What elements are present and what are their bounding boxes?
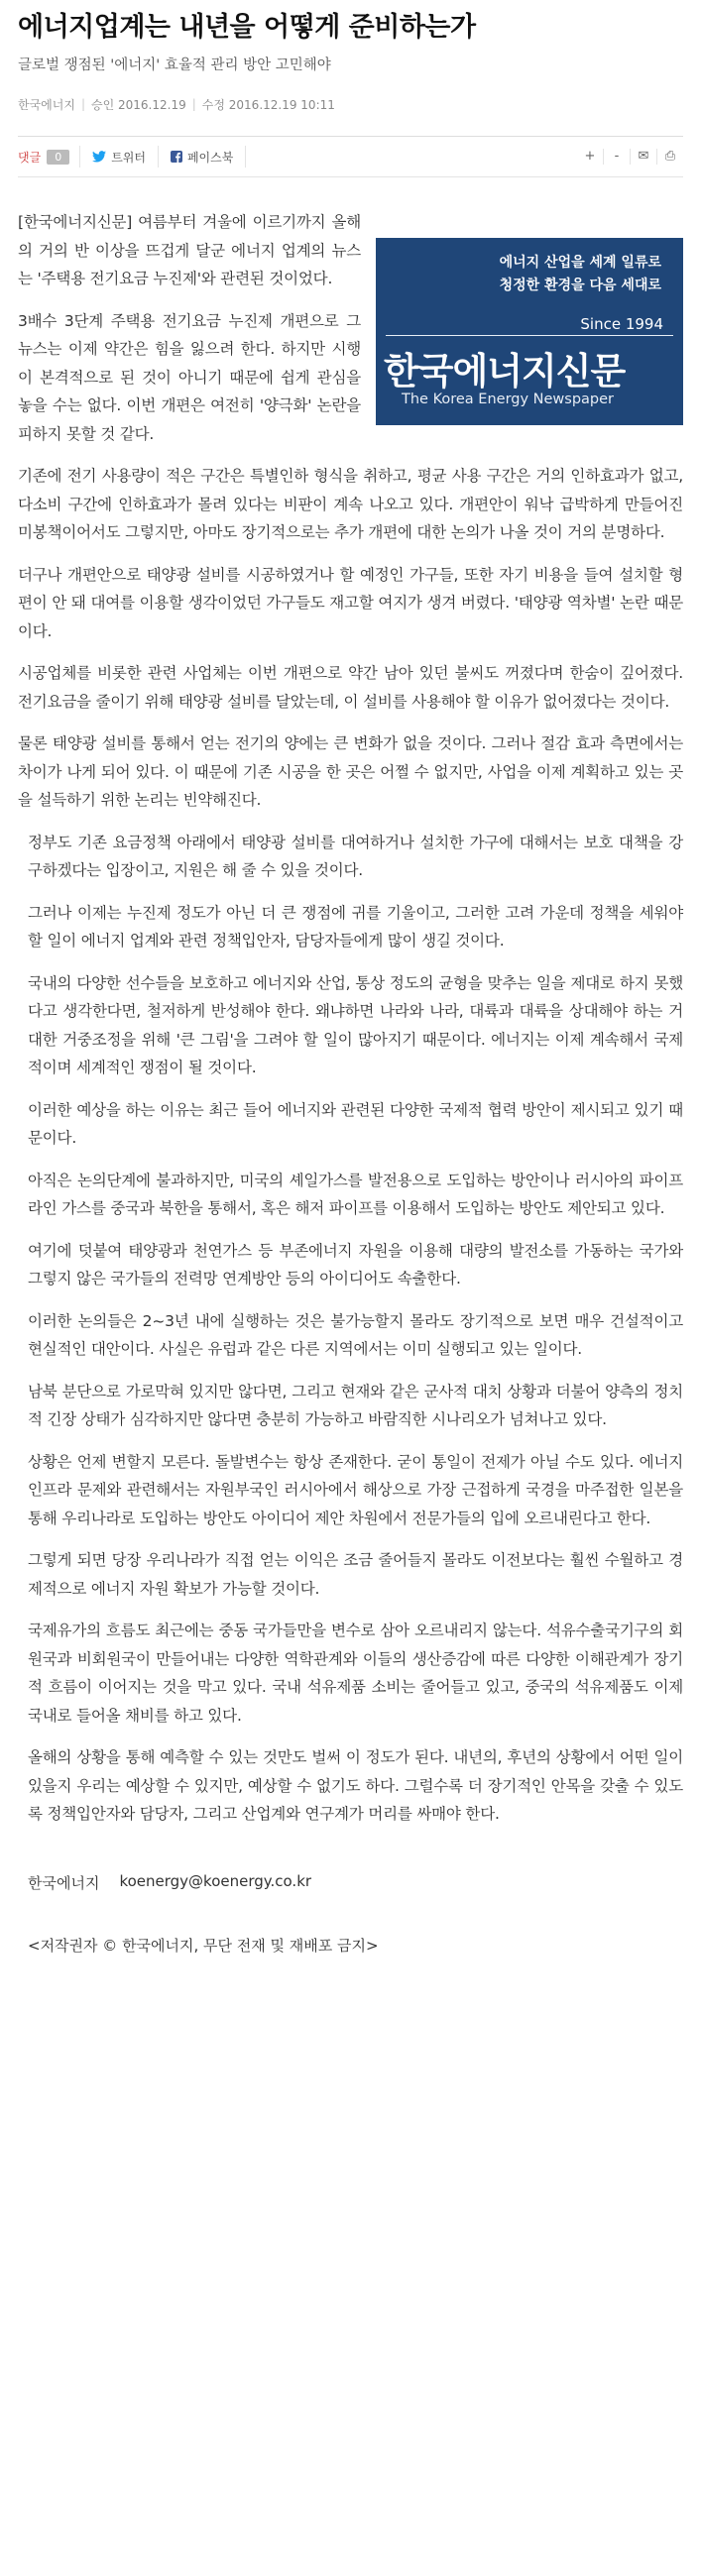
banner-since: Since 1994 (580, 315, 663, 333)
published-date: 승인 2016.12.19 (91, 97, 186, 112)
article-paragraph: 국내의 다양한 선수들을 보호하고 에너지와 산업, 통상 정도의 균형을 맞추는 일을 제대로 하지 못했다고 생각한다면, 철저하게 반성해야 한다. 왜냐하면 나라와 나라, 대륙과 대륙을 상대해야 하는 거대한 거중조정을 위해 '큰 그림'을 그려야 할 일이 많아지기 때문이다. 에너지는 이제 계속해서 국제적이며 세계적인 쟁점이 될 것이다. (28, 973, 683, 1076)
facebook-share-button[interactable] (159, 146, 246, 168)
mail-icon[interactable]: ✉ (630, 149, 656, 165)
modified-date: 수정 2016.12.19 10:11 (201, 97, 335, 112)
article-paragraph: 이러한 예상을 하는 이유는 최근 들어 에너지와 관련된 다양한 국제적 협력 방안이 제시되고 있기 때문이다. (28, 1100, 683, 1147)
facebook-icon (171, 151, 182, 163)
article-paragraph: 시공업체를 비롯한 관련 사업체는 이번 개편으로 약간 남아 있던 불씨도 꺼졌다며 한숨이 깊어졌다. 전기요금을 줄이기 위해 태양광 설비를 달았는데, 이 설비를 사용해야 할 이유가 없어졌다는 것이다. (18, 664, 683, 711)
article-paragraph: 남북 분단으로 가로막혀 있지만 않다면, 그리고 현재와 같은 군사적 대치 상황과 더불어 양측의 정치적 긴장 상태가 심각하지만 않다면 충분히 가능하고 바람직한 시나리오가 넘쳐나고 있다. (28, 1382, 683, 1428)
article-meta (18, 95, 683, 113)
meta-divider: | (80, 97, 86, 111)
copyright-notice: <저작권자 © 한국에너지, 무단 전재 및 재배포 금지> (28, 1936, 379, 1955)
font-increase-button[interactable]: + (584, 149, 596, 164)
banner-divider (386, 335, 673, 336)
article-paragraph: 더구나 개편안으로 태양광 설비를 시공하였거나 할 예정인 가구들, 또한 자기 비용을 들여 설치할 형편이 안 돼 대여를 이용할 생각이었던 가구들도 재고할 여지가 생겨 버렸다. '태양광 역차별' 논란 때문이다. (18, 565, 683, 640)
article-title: 에너지업계는 내년을 어떻게 준비하는가 (18, 12, 476, 43)
article-paragraph: 3배수 3단계 주택용 전기요금 누진제 개편으로 그 뉴스는 이제 약간은 힘을 잃으려 한다. 하지만 시행이 본격적으로 된 것이 아니기 때문에 쉽게 관심을 놓을 수는 없다. 이번 개편은 여전히 '양극화' 논란을 피하지 못할 것 같다. (18, 311, 361, 443)
article-paragraph: 국제유가의 흐름도 최근에는 중동 국가들만을 변수로 삼아 오르내리지 않는다. 석유수출국기구의 회원국과 비회원국이 만들어내는 다양한 역학관계와 이들의 생산증감에 따른 다양한 이해관계가 장기적 흐름이 이어지는 것을 막고 있다. 국내 석유제품 소비는 줄어들고 있고, 중국의 석유제품도 이제 국내로 들어올 채비를 하고 있다. (28, 1622, 683, 1725)
article-paragraph: [한국에너지신문] 여름부터 겨울에 이르기까지 올해의 거의 반 이상을 뜨겁게 달군 에너지 업계의 뉴스는 '주택용 전기요금 누진제'와 관련된 것이었다. (18, 213, 361, 287)
article-subtitle: 글로벌 쟁점된 '에너지' 효율적 관리 방안 고민해야 (18, 57, 331, 73)
banner-slogan (376, 238, 683, 297)
banner-slogan-line: 청정한 환경을 다음 세대로 (499, 278, 661, 293)
article-paragraph: 그러나 이제는 누진제 정도가 아닌 더 큰 쟁점에 귀를 기울이고, 그러한 고려 가운데 정책을 세워야 할 일이 에너지 업계와 관련 정책입안자, 담당자들에게 많이 생길 것이다. (28, 903, 683, 950)
banner-english-name: The Korea Energy Newspaper (402, 392, 615, 407)
print-icon[interactable]: ⎙ (656, 149, 683, 165)
article-toolbar (18, 137, 683, 177)
article-paragraph: 올해의 상황을 통해 예측할 수 있는 것만도 벌써 이 정도가 된다. 내년의, 후년의 상황에서 어떤 일이 있을지 우리는 예상할 수 있지만, 예상할 수 없기도 하다. 그럴수록 더 장기적인 안목을 갖출 수 있도록 정책입안자와 담당자, 그리고 산업계와 연구계가 머리를 싸매야 한다. (28, 1748, 683, 1823)
banner-slogan-line: 에너지 산업을 세계 일류로 (499, 255, 661, 271)
article-paragraph: 아직은 논의단계에 불과하지만, 미국의 셰일가스를 발전용으로 도입하는 방안이나 러시아의 파이프라인 가스를 중국과 북한을 통해서, 혹은 해저 파이프를 이용해서 도입하는 방안도 제안되고 있다. (28, 1171, 683, 1217)
twitter-share-button[interactable] (80, 146, 159, 168)
article-byline (18, 1872, 683, 1893)
comment-count-badge: 0 (47, 150, 69, 165)
twitter-label: 트위터 (111, 150, 146, 165)
author-name: 한국에너지 (28, 1873, 100, 1892)
facebook-label: 페이스북 (186, 150, 234, 165)
article-body (18, 208, 683, 1829)
font-decrease-button[interactable]: - (603, 149, 630, 165)
article-paragraph: 정부도 기존 요금정책 아래에서 태양광 설비를 대여하거나 설치한 가구에 대해서는 보호 대책을 강구하겠다는 입장이고, 지원은 해 줄 수 있을 것이다. (28, 833, 683, 879)
article-paragraph: 상황은 언제 변할지 모른다. 돌발변수는 항상 존재한다. 굳이 통일이 전제가 아닐 수도 있다. 에너지인프라 문제와 관련해서는 자원부국인 러시아에서 해상으로 가장 근접하게 국경을 마주접한 일본을 통해 우리나라로 도입하는 방안도 아이디어 제안 차원에서 전문가들의 입에 오르내린다고 한다. (28, 1452, 683, 1527)
comment-button[interactable] (18, 146, 80, 168)
author-email[interactable]: koenergy@koenergy.co.kr (119, 1871, 312, 1890)
banner-newspaper-name: 한국에너지신문 (384, 350, 626, 392)
twitter-icon (92, 151, 106, 163)
article-paragraph: 이러한 논의들은 2~3년 내에 실행하는 것은 불가능할지 몰라도 장기적으로 보면 매우 건설적이고 현실적인 대안이다. 사실은 유럽과 같은 다른 지역에서는 이미 실행되고 있는 일이다. (28, 1311, 683, 1358)
article-tools (577, 149, 683, 165)
newspaper-banner-ad[interactable] (376, 238, 683, 425)
article-paragraph: 여기에 덧붙여 태양광과 천연가스 등 부존에너지 자원을 이용해 대량의 발전소를 가동하는 국가와 그렇지 않은 국가들의 전력망 연계방안 등의 아이디어도 속출한다. (28, 1241, 683, 1288)
article-paragraph: 기존에 전기 사용량이 적은 구간은 특별인하 형식을 취하고, 평균 사용 구간은 거의 인하효과가 없고, 다소비 구간에 인하효과가 몰려 있다는 비판이 계속 나오고 있다. 개편안이 워낙 급박하게 만들어진 미봉책이어서도 그렇지만, 아마도 장기적으로는 추가 개편에 대한 논의가 나올 것이 거의 분명하다. (18, 467, 683, 541)
article-paragraph: 그렇게 되면 당장 우리나라가 직접 얻는 이익은 조금 줄어들지 몰라도 이전보다는 훨씬 수월하고 경제적으로 에너지 자원 확보가 가능할 것이다. (28, 1551, 683, 1598)
article-paragraph: 물론 태양광 설비를 통해서 얻는 전기의 양에는 큰 변화가 없을 것이다. 그러나 절감 효과 측면에서는 차이가 나게 되어 있다. 이 때문에 기존 시공을 한 곳은 어쩔 수 없지만, 사업을 이제 계획하고 있는 곳을 설득하기 위한 논리는 빈약해진다. (18, 734, 683, 809)
article-source: 한국에너지 (18, 97, 75, 112)
comment-label: 댓글 (18, 150, 42, 165)
meta-divider: | (191, 97, 196, 111)
